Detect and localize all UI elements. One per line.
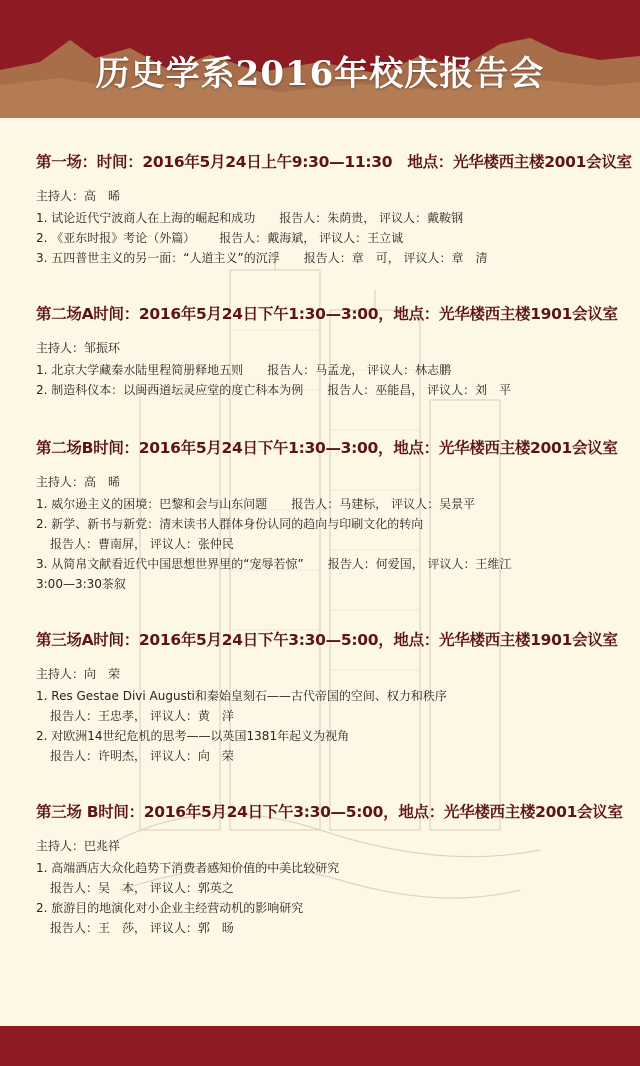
talk-line: 报告人：吴 本， 评议人：郭英之 <box>50 881 234 895</box>
talk-line: 1. Res Gestae Divi Augusti和秦始皇刻石——古代帝国的空间、权力和秩序 <box>36 689 447 703</box>
session-host: 主持人：向 荣 <box>36 667 121 681</box>
session-1 <box>36 150 632 268</box>
talk-line: 2. 制造科仪本：以闽西道坛灵应堂的度亡科本为例 报告人：巫能昌， 评议人：刘 平 <box>36 383 512 397</box>
talk-line: 3. 五四普世主义的另一面：“人道主义”的沉浮 报告人：章 可， 评议人：章 清 <box>36 251 488 265</box>
program-content <box>36 150 632 972</box>
session-host: 主持人：邹振环 <box>36 341 121 355</box>
session-3a <box>36 628 626 766</box>
session-host: 主持人：巴兆祥 <box>36 839 121 853</box>
tea-break: 3:00—3:30茶叙 <box>36 577 126 591</box>
session-2a <box>36 302 626 400</box>
session-title: 第三场A时间：2016年5月24日下午3:30—5:00，地点：光华楼西主楼1901会议室 <box>36 631 618 649</box>
session-title: 第一场：时间：2016年5月24日上午9:30—11:30 地点：光华楼西主楼2001会议室 <box>36 153 632 171</box>
session-title: 第二场A时间：2016年5月24日下午1:30—3:00，地点：光华楼西主楼1901会议室 <box>36 305 618 323</box>
talk-line: 2. 旅游目的地演化对小企业主经营动机的影响研究 <box>36 901 304 915</box>
page-title: 历史学系2016年校庆报告会 <box>95 54 545 94</box>
session-title: 第三场 B时间：2016年5月24日下午3:30—5:00，地点：光华楼西主楼2001会议室 <box>36 803 623 821</box>
talk-line: 1. 威尔逊主义的困境：巴黎和会与山东问题 报告人：马建标， 评议人：吴景平 <box>36 497 476 511</box>
talk-line: 报告人：王 莎， 评议人：郭 旸 <box>50 921 234 935</box>
talk-line: 1. 高端酒店大众化趋势下消费者感知价值的中美比较研究 <box>36 861 340 875</box>
session-3b <box>36 800 626 938</box>
talk-line: 2. 新学、新书与新党：清末读书人群体身份认同的趋向与印刷文化的转向 <box>36 517 424 531</box>
talk-line: 1. 试论近代宁波商人在上海的崛起和成功 报告人：朱荫贵， 评议人：戴鞍钢 <box>36 211 464 225</box>
talk-line: 1. 北京大学藏秦水陆里程简册释地五则 报告人：马孟龙， 评议人：林志鹏 <box>36 363 452 377</box>
session-host: 主持人：高 晞 <box>36 189 121 203</box>
talk-line: 2. 《亚东时报》考论（外篇） 报告人：戴海斌， 评议人：王立诚 <box>36 231 404 245</box>
header-banner <box>0 0 640 118</box>
session-host: 主持人：高 晞 <box>36 475 121 489</box>
talk-line: 3. 从简帛文献看近代中国思想世界里的“宠辱若惊” 报告人：何爱国， 评议人：王维江 <box>36 557 512 571</box>
talk-line: 报告人：曹南屏， 评议人：张仲民 <box>50 537 234 551</box>
session-2b <box>36 436 626 594</box>
talk-line: 报告人：许明杰， 评议人：向 荣 <box>50 749 234 763</box>
talk-line: 2. 对欧洲14世纪危机的思考——以英国1381年起义为视角 <box>36 729 350 743</box>
session-title: 第二场B时间：2016年5月24日下午1:30—3:00，地点：光华楼西主楼2001会议室 <box>36 439 618 457</box>
footer-bar <box>0 1026 640 1066</box>
talk-line: 报告人：王忠孝， 评议人：黄 洋 <box>50 709 234 723</box>
